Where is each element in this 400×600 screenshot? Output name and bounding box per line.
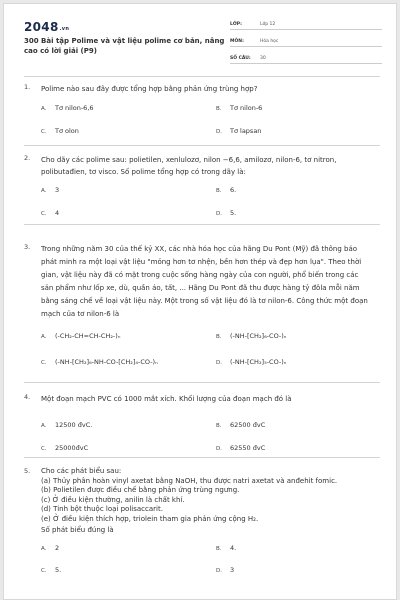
option-b[interactable]: B. (-NH-[CH₂]₆-CO-)ₙ [216, 332, 287, 340]
option-a[interactable]: A. 2 [41, 543, 60, 552]
option-c[interactable]: C. 5. [41, 565, 62, 574]
option-c[interactable]: C. Tơ olon [41, 127, 79, 135]
meta-subject-row: MÔN: Hóa học [230, 34, 382, 47]
option-c[interactable]: C. 25000đvC [41, 444, 89, 452]
question-text: Cho các phát biểu sau: (a) Thủy phân hoàn vinyl axetat bằng NaOH, thu được natri axetat và anđehit fomic. (b) Polietilen được điều chế bằng phản ứng trùng ngưng. (c) Ở điều kiện thường, anilin là chất khí. (d) Tinh bột thuộc loại polisaccarit. (e) Ở điều kiện thích hợp, triolein tham gia phản ứng cộng H₂. Số phát biểu đúng là [41, 467, 338, 534]
question-text: Trong những năm 30 của thế kỷ XX, các nhà hóa học của hãng Du Pont (Mỹ) đã thông báo phát minh ra một loại vật liệu "mỏng hơn tơ nhện, bền hơn thép và đẹp hơn lụa". Theo thời gian, vật liệu này đã có mặt trong cuộc sống hàng ngày của con người, phổ biến trong các sản phẩm như lốp xe, dù, quần áo, tất, ... Hãng Du Pont đã thu được hàng tỷ đôla mỗi năm bằng sáng chế về loại vật liệu này. Một trong số vật liệu đó là tơ nilon-6. Công thức một đoạn mạch của tơ nilon-6 là [41, 245, 368, 318]
option-a[interactable]: A. Tơ nilon-6,6 [41, 104, 94, 112]
answer-options [41, 536, 369, 580]
option-d[interactable]: D. 62550 đvC [216, 444, 266, 452]
meta-question-count-row: SỐ CÂU: 30 [230, 51, 382, 64]
option-b[interactable]: B. 62500 đvC [216, 421, 266, 429]
option-c[interactable]: C. (-NH-[CH₂]₆-NH-CO-[CH₂]₄-CO-)ₙ [41, 358, 158, 366]
answer-options [41, 405, 369, 452]
option-d[interactable]: D. Tơ lapsan [216, 127, 262, 135]
divider [24, 145, 380, 146]
document-meta [230, 17, 382, 68]
question-text: Một đoạn mạch PVC có 1000 mắt xích. Khối lượng của đoạn mạch đó là [41, 395, 292, 403]
option-d[interactable]: D. (-NH-[CH₂]₅-CO-)ₙ [216, 358, 287, 366]
option-b[interactable]: B. Tơ nilon-6 [216, 104, 263, 112]
document-page [3, 3, 397, 600]
divider [24, 76, 380, 77]
question-4: 4. Một đoạn mạch PVC có 1000 mắt xích. Khối lượng của đoạn mạch đó là A. 12500 đvC. B. 62500 đvC C. 25000đvC D. 62550 đvC [24, 393, 369, 449]
option-c[interactable]: C. 4 [41, 209, 60, 217]
option-d[interactable]: D. 5. [216, 209, 237, 217]
question-text: Polime nào sau đây được tổng hợp bằng phản ứng trùng hợp? [41, 85, 258, 93]
divider [24, 382, 380, 383]
question-3: 3. Trong những năm 30 của thế kỷ XX, các nhà hóa học của hãng Du Pont (Mỹ) đã thông báo phát minh ra một loại vật liệu "mỏng hơn tơ nhện, bền hơn thép và đẹp hơn lụa". Theo thời gian, vật liệu này đã có mặt trong cuộc sống hàng ngày của con người, phổ biến trong các sản phẩm như lốp xe, dù, quần áo, tất, ... Hãng Du Pont đã thu được hàng tỷ đôla mỗi năm bằng sáng chế về loại vật liệu này. Một trong số vật liệu đó là tơ nilon-6. Công thức một đoạn mạch của tơ nilon-6 là A. (-CH₂-CH=CH-CH₂-)ₙ B. (-NH-[CH₂]₆-CO-)ₙ C. (-NH-[CH₂]₆-NH-CO-[CH₂]₄-CO-)ₙ D. (-NH-[CH₂]₅-CO-)ₙ [24, 243, 369, 371]
divider [24, 224, 380, 225]
option-a[interactable]: A. 12500 đvC. [41, 421, 93, 429]
site-logo[interactable]: $2048^{.vn}$ [24, 20, 70, 34]
option-b[interactable]: B. 4. [216, 543, 237, 552]
question-5: 5. Cho các phát biểu sau: (a) Thủy phân hoàn vinyl axetat bằng NaOH, thu được natri axetat và anđehit fomic. (b) Polietilen được điều chế bằng phản ứng trùng ngưng. (c) Ở điều kiện thường, anilin là chất khí. (d) Tinh bột thuộc loại polisaccarit. (e) Ở điều kiện thích hợp, triolein tham gia phản ứng cộng H₂. Số phát biểu đúng là A. 2 B. 4. C. 5. D. 3 [24, 467, 369, 580]
meta-class-row: LỚP: Lớp 12 [230, 17, 382, 30]
question-1: 1. Polime nào sau đây được tổng hợp bằng phản ứng trùng hợp? A. Tơ nilon-6,6 B. Tơ nilon-6 C. Tơ olon D. Tơ lapsan [24, 83, 369, 139]
answer-options [41, 178, 369, 222]
option-b[interactable]: B. 6. [216, 186, 237, 194]
option-d[interactable]: D. 3 [216, 565, 235, 574]
document-header [4, 4, 396, 70]
option-a[interactable]: A. (-CH₂-CH=CH-CH₂-)ₙ [41, 332, 121, 340]
option-a[interactable]: A. 3 [41, 186, 60, 194]
divider [24, 457, 380, 458]
question-2: 2. Cho dãy các polime sau: polietilen, xenlulozơ, nilon −6,6, amilozơ, nilon-6, tơ nitron, polibutađien, tơ visco. Số polime tổng hợp có trong dãy là: A. 3 B. 6. C. 4 D. 5. [24, 154, 369, 222]
document-title: 300 Bài tập Polime và vật liệu polime cơ bản, nâng cao có lời giải (P9) [24, 37, 225, 55]
question-text: Cho dãy các polime sau: polietilen, xenlulozơ, nilon −6,6, amilozơ, nilon-6, tơ nitron, polibutađien, tơ visco. Số polime tổng hợp có trong dãy là: [41, 156, 337, 176]
answer-options [41, 321, 369, 371]
answer-options [41, 95, 369, 139]
